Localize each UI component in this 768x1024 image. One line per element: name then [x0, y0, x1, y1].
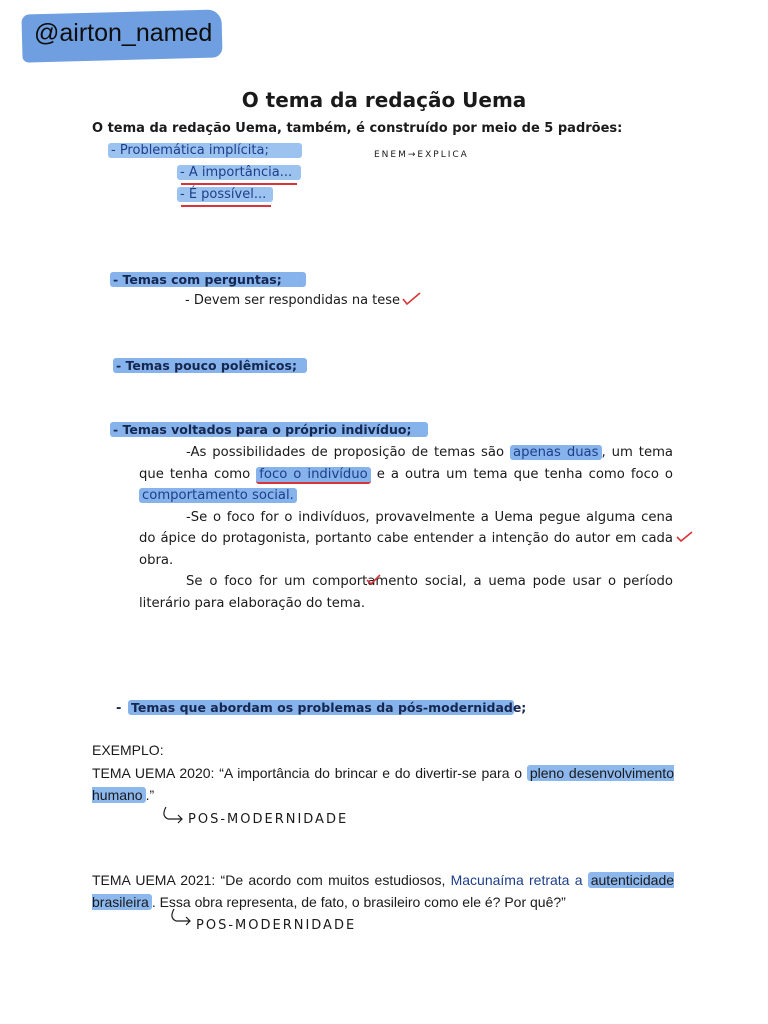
red-check-icon — [402, 292, 422, 306]
text-span: TEMA UEMA 2021: “De acordo com muitos estudiosos, — [92, 872, 451, 888]
highlight-foco-individuo: foco o indivíduo — [256, 467, 370, 484]
highlight-pleno-desenvolvimento: pleno desenvolvimento humano — [92, 765, 674, 803]
annotation-pos-modernidade-1: POS-MODERNIDADE — [188, 812, 349, 827]
text-span: e a outra um tema que tenha como foco o — [370, 466, 673, 482]
pattern-individuo-text — [139, 442, 673, 614]
red-check-icon — [676, 531, 694, 543]
annotation-enem: ENEM→EXPLICA — [374, 150, 469, 160]
pattern-perguntas: - Temas com perguntas; — [110, 272, 306, 287]
paragraph-comportamento: Se o foco for um comportamento social, a uema pode usar o período literário para elaboração do tema. — [139, 574, 673, 611]
intro-text: O tema da redação Uema, também, é construído por meio de 5 padrões: — [92, 121, 623, 136]
text-span: . Essa obra representa, de fato, o brasileiro como ele é? Por quê?” — [151, 893, 566, 910]
highlight-apenas-duas: apenas duas — [510, 445, 602, 460]
annotation-pos-modernidade-2: POS-MODERNIDADE — [196, 918, 357, 933]
pattern-individuo: - Temas voltados para o próprio indivíduo; — [110, 422, 428, 437]
example-heading: EXEMPLO: — [92, 742, 164, 758]
arrow-curve-icon — [160, 806, 186, 824]
pattern-perguntas-sub: - Devem ser respondidas na tese — [185, 293, 401, 308]
pattern-problematica-sub2: - É possível... — [177, 187, 273, 202]
red-underline — [181, 183, 297, 185]
pattern-problematica-sub1: - A importância... — [177, 165, 301, 180]
red-check-icon — [366, 574, 382, 586]
text-span: .” — [145, 786, 155, 803]
paragraph-possibilidades — [139, 442, 673, 507]
text-span: , um tema que tenha como — [139, 445, 673, 482]
text-span: -As possibilidades de proposição de temas são — [186, 445, 510, 460]
highlight-comportamento-social: comportamento social. — [139, 488, 297, 503]
pattern-problematica: - Problemática implícita; — [108, 143, 302, 158]
pattern-pos-modernidade: Temas que abordam os problemas da pós-modernidade; — [128, 700, 514, 715]
text-macunaima: Macunaíma retrata a — [450, 872, 583, 888]
paragraph-foco-individuo: -Se o foco for o indivíduos, provavelmente a Uema pegue alguma cena do ápice do protagonista, portanto cabe entender a intenção do autor em cada obra. — [139, 509, 673, 568]
text-span: TEMA UEMA 2020: “A importância do brincar e do divertir-se para o — [92, 765, 527, 781]
page-title: O tema da redação Uema — [241, 88, 527, 112]
red-underline — [181, 205, 271, 207]
pattern-pouco-polemicos: - Temas pouco polêmicos; — [113, 358, 307, 373]
highlight-autenticidade: autenticidade brasileira — [92, 872, 675, 910]
example-2020 — [92, 763, 674, 806]
pattern-pos-modernidade-dash: - — [116, 701, 122, 716]
author-handle: @airton_named — [34, 19, 213, 47]
example-2021 — [92, 870, 674, 913]
arrow-curve-icon — [168, 908, 194, 926]
